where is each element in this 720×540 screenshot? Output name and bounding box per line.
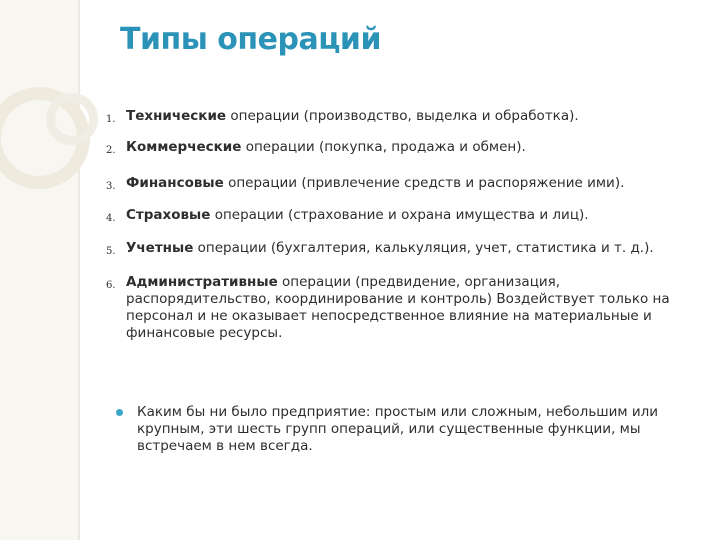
item-description: операции (покупка, продажа и обмен). bbox=[241, 139, 526, 155]
summary-text: Каким бы ни было предприятие: простым или сложным, небольшим или крупным, эти шесть групп операций, или существенные функции, мы встречаем в нем всегда. bbox=[137, 404, 659, 454]
list-item bbox=[106, 139, 706, 156]
item-number: 3. bbox=[106, 181, 116, 192]
item-number: 6. bbox=[106, 280, 116, 291]
item-text bbox=[126, 108, 706, 125]
item-text bbox=[126, 207, 706, 224]
bullet-dot-icon bbox=[116, 409, 123, 416]
item-term: Технические bbox=[126, 108, 227, 124]
summary-bullet bbox=[116, 404, 696, 455]
item-term: Финансовые bbox=[126, 175, 224, 191]
list-item bbox=[106, 240, 706, 257]
item-term: Коммерческие bbox=[126, 139, 242, 155]
item-number: 5. bbox=[106, 246, 116, 257]
item-description: операции (бухгалтерия, калькуляция, учет, статистика и т. д.). bbox=[193, 240, 654, 256]
item-number: 2. bbox=[106, 145, 116, 156]
slide-title: Типы операций bbox=[120, 22, 381, 57]
item-number: 4. bbox=[106, 213, 116, 224]
item-description: операции (привлечение средств и распоряжение ими). bbox=[223, 175, 625, 191]
item-term: Страховые bbox=[126, 207, 211, 223]
side-panel bbox=[0, 0, 78, 540]
item-text bbox=[126, 240, 706, 257]
decorative-ring-small bbox=[46, 93, 98, 145]
side-divider bbox=[78, 0, 80, 540]
list-item bbox=[106, 108, 706, 125]
list-item bbox=[106, 207, 706, 224]
item-description: операции (производство, выделка и обработка). bbox=[226, 108, 579, 124]
item-term: Административные bbox=[126, 274, 278, 290]
item-text bbox=[126, 175, 706, 192]
item-text bbox=[126, 139, 706, 156]
item-number: 1. bbox=[106, 114, 116, 125]
item-description: операции (предвидение, организация, распорядительство, координирование и контроль) Воздействует только на персонал и не оказывает непосредственное влияние на материальные и финансовые ресурсы. bbox=[126, 274, 670, 341]
item-description: операции (страхование и охрана имущества и лиц). bbox=[210, 207, 589, 223]
list-item bbox=[106, 274, 706, 342]
item-text bbox=[126, 274, 706, 342]
item-term: Учетные bbox=[126, 240, 194, 256]
list-item bbox=[106, 175, 706, 192]
